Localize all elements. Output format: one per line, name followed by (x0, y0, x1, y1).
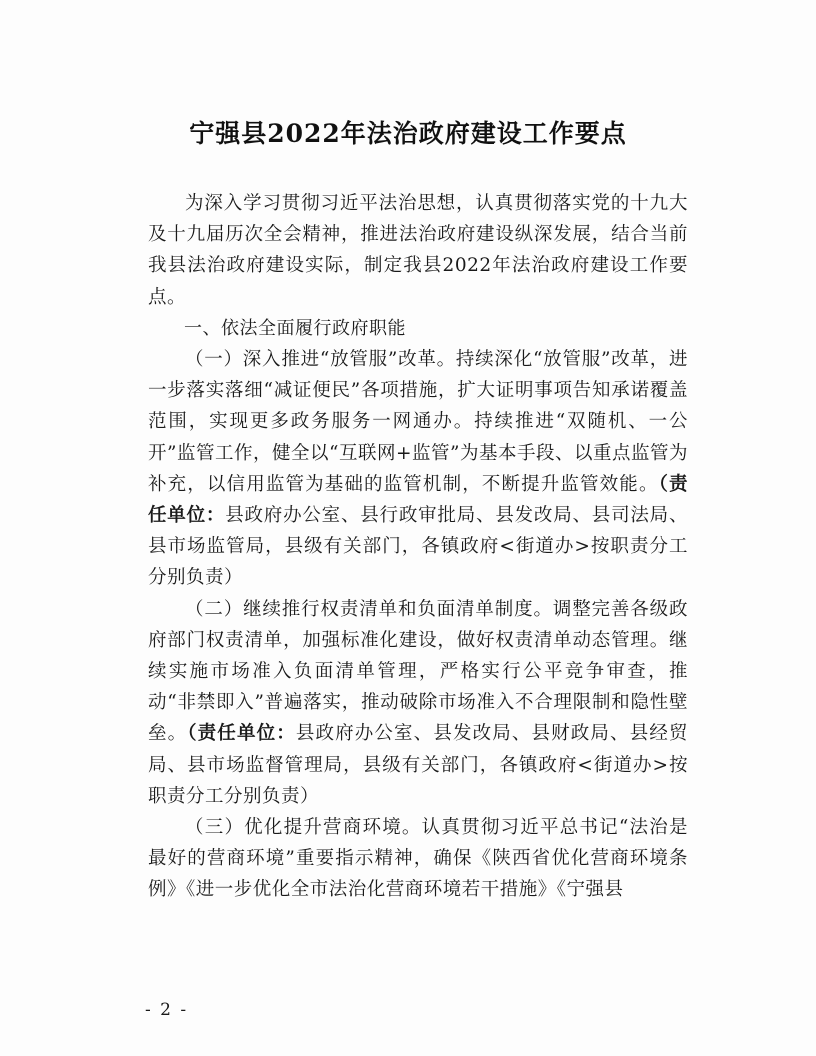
section-heading: 一、依法全面履行政府职能 (184, 317, 406, 339)
page-number: - 2 - (145, 1000, 189, 1020)
item-3-paragraph: （三）优化提升营商环境。认真贯彻习近平总书记“法治是最好的营商环境”重要指示精神，确保《陕西省优化营商环境条例》《进一步优化全市法治化营商环境若干措施》《宁强县 (148, 817, 688, 901)
item-2-text: （二）继续推行权责清单和负面清单制度。调整完善各级政府部门权责清单，加强标准化建设，做好权责清单动态管理。继续实施市场准入负面清单管理，严格实行公平竞争审查，推动“非禁即入”普遍落实，推动破除市场准入不合理限制和隐性壁垒。 (148, 598, 688, 745)
item-1-responsibility-text: 县政府办公室、县行政审批局、县发改局、县司法局、县市场监管局，县级有关部门，各镇政府<街道办>按职责分工分别负责） (148, 505, 688, 589)
item-1-paragraph (148, 344, 688, 594)
item-2-responsibility-label: （责任单位： (187, 723, 296, 745)
item-1-responsibility-label: （责任单位： (148, 473, 688, 527)
document-body (148, 188, 688, 906)
item-1-text: （一）深入推进“放管服”改革。持续深化“放管服”改革，进一步落实落细“减证便民”各项措施，扩大证明事项告知承诺覆盖范围，实现更多政务服务一网通办。持续推进“双随机、一公开”监管工作，健全以“互联网+监管”为基本手段、以重点监管为补充，以信用监管为基础的监管机制，不断提升监管效能。 (148, 349, 688, 495)
intro-paragraph: 为深入学习贯彻习近平法治思想，认真贯彻落实党的十九大及十九届历次全会精神，推进法治政府建设纵深发展，结合当前我县法治政府建设实际，制定我县2022年法治政府建设工作要点。 (148, 193, 688, 308)
item-2-paragraph (148, 594, 688, 812)
page-title: 宁强县2022年法治政府建设工作要点 (189, 119, 627, 148)
item-2-responsibility-text: 县政府办公室、县发改局、县财政局、县经贸局、县市场监督管理局，县级有关部门，各镇政府<街道办>按职责分工分别负责） (148, 723, 688, 807)
